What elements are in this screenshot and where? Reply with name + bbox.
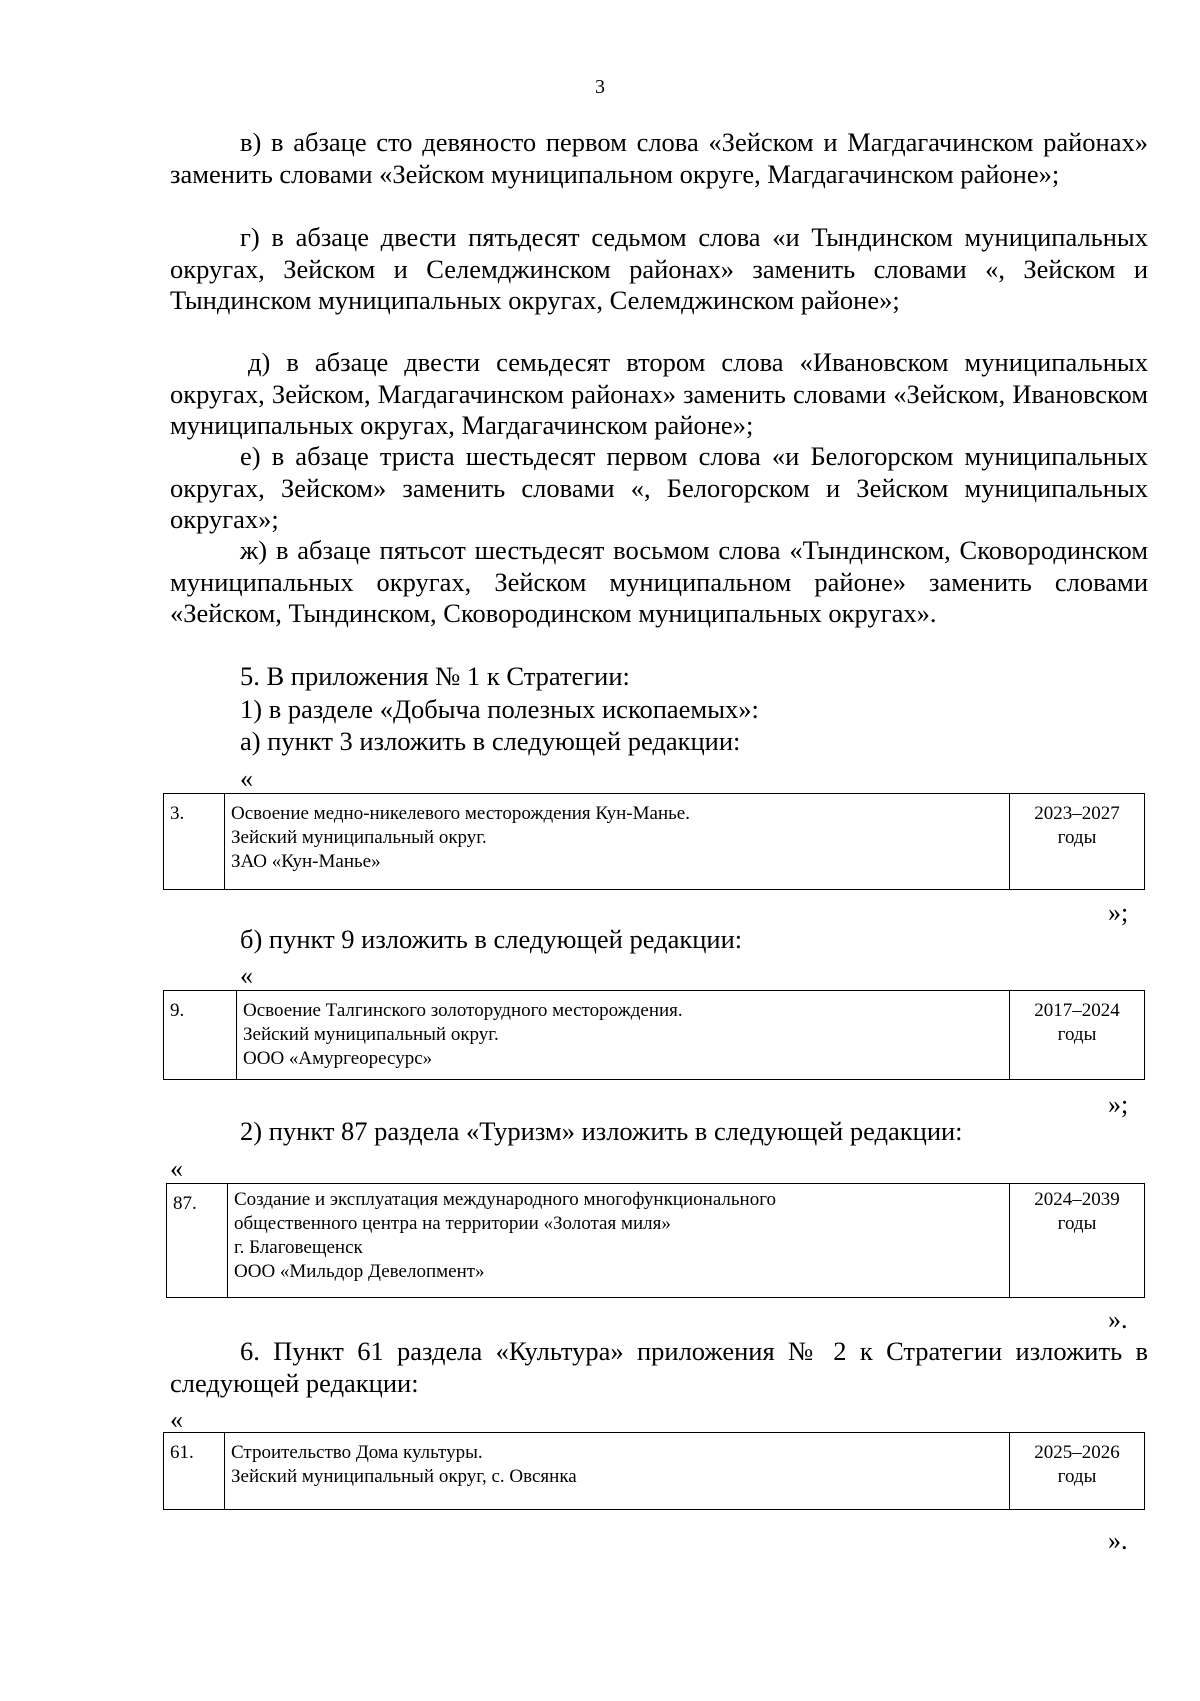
- description-line: Освоение медно-никелевого месторождения Кун-Манье.: [231, 803, 690, 824]
- row-period: [1010, 1184, 1145, 1298]
- paragraph-d: д) в абзаце двести семьдесят втором слова «Ивановском муниципальных округах, Зейском, Магдагачинском районах» заменить словами «Зейском, Ивановском муниципальных округах, Магдагачинском районе»;: [170, 347, 1148, 440]
- period-years: 2023–2027: [1034, 803, 1120, 824]
- row-period: [1010, 991, 1145, 1080]
- description-line: Строительство Дома культуры.: [231, 1442, 483, 1463]
- close-quote: ».: [1108, 1526, 1128, 1555]
- period-years: 2017–2024: [1034, 1000, 1120, 1021]
- row-number: 61.: [164, 1433, 225, 1510]
- period-unit: годы: [1057, 1213, 1097, 1234]
- paragraph-e: е) в абзаце триста шестьдесят первом слова «и Белогорском муниципальных округах, Зейском» заменить словами «, Белогорском и Зейском муниципальных округах»;: [170, 441, 1148, 534]
- table-row-3: [163, 793, 1145, 890]
- open-quote: «: [170, 1405, 183, 1434]
- paragraph-zh: ж) в абзаце пятьсот шестьдесят восьмом слова «Тындинском, Сковородинском муниципальных округах, Зейском муниципальном районе» заменить словами «Зейском, Тындинском, Сковородинском муниципальных округах».: [170, 535, 1148, 628]
- open-quote: «: [240, 764, 253, 793]
- period-unit: годы: [1057, 1466, 1097, 1487]
- row-number: 87.: [167, 1184, 228, 1298]
- row-period: [1010, 1433, 1145, 1510]
- description-line: Зейский муниципальный округ.: [243, 1024, 499, 1045]
- paragraph-6: 6. Пункт 61 раздела «Культура» приложения № 2 к Стратегии изложить в следующей редакции:: [170, 1336, 1148, 1398]
- table-row-61: [163, 1432, 1145, 1510]
- close-quote: »;: [1108, 1090, 1129, 1119]
- paragraph-5-1-a: а) пункт 3 изложить в следующей редакции:: [240, 726, 741, 756]
- paragraph-g: г) в абзаце двести пятьдесят седьмом слова «и Тындинском муниципальных округах, Зейском и Селемджинском районах» заменить словами «, Зейском и Тындинском муниципальных округах, Селемджинском районе»;: [170, 222, 1148, 315]
- row-description: [228, 1184, 1010, 1298]
- period-unit: годы: [1057, 1024, 1097, 1045]
- paragraph-v: в) в абзаце сто девяносто первом слова «Зейском и Магдагачинском районах» заменить словами «Зейском муниципальном округе, Магдагачинском районе»;: [170, 127, 1148, 189]
- row-number: 3.: [164, 794, 225, 890]
- row-description: [225, 1433, 1010, 1510]
- row-number: 9.: [164, 991, 237, 1080]
- description-line: г. Благовещенск: [234, 1237, 363, 1258]
- row-description: [237, 991, 1010, 1080]
- period-years: 2024–2039: [1034, 1189, 1120, 1210]
- description-line: Создание и эксплуатация международного многофункционального: [234, 1189, 777, 1210]
- close-quote: ».: [1108, 1305, 1128, 1334]
- paragraph-5-1-b: б) пункт 9 изложить в следующей редакции:: [240, 924, 743, 954]
- paragraph-5: 5. В приложения № 1 к Стратегии:: [240, 661, 630, 691]
- paragraph-5-1: 1) в разделе «Добыча полезных ископаемых»:: [240, 694, 759, 724]
- description-line: ЗАО «Кун-Манье»: [231, 851, 381, 872]
- page-number: 3: [595, 76, 605, 98]
- open-quote: «: [170, 1154, 183, 1183]
- open-quote: «: [240, 961, 253, 990]
- period-years: 2025–2026: [1034, 1442, 1120, 1463]
- period-unit: годы: [1057, 827, 1097, 848]
- paragraph-5-2: 2) пункт 87 раздела «Туризм» изложить в следующей редакции:: [240, 1116, 963, 1146]
- description-line: ООО «Амургеоресурс»: [243, 1048, 433, 1069]
- description-line: общественного центра на территории «Золотая миля»: [234, 1213, 671, 1234]
- description-line: ООО «Мильдор Девелопмент»: [234, 1261, 485, 1282]
- description-line: Освоение Талгинского золоторудного месторождения.: [243, 1000, 683, 1021]
- description-line: Зейский муниципальный округ.: [231, 827, 487, 848]
- description-line: Зейский муниципальный округ, с. Овсянка: [231, 1466, 577, 1487]
- table-row-87: [166, 1183, 1145, 1298]
- table-row-9: [163, 990, 1145, 1080]
- close-quote: »;: [1108, 898, 1129, 927]
- row-period: [1010, 794, 1145, 890]
- row-description: [225, 794, 1010, 890]
